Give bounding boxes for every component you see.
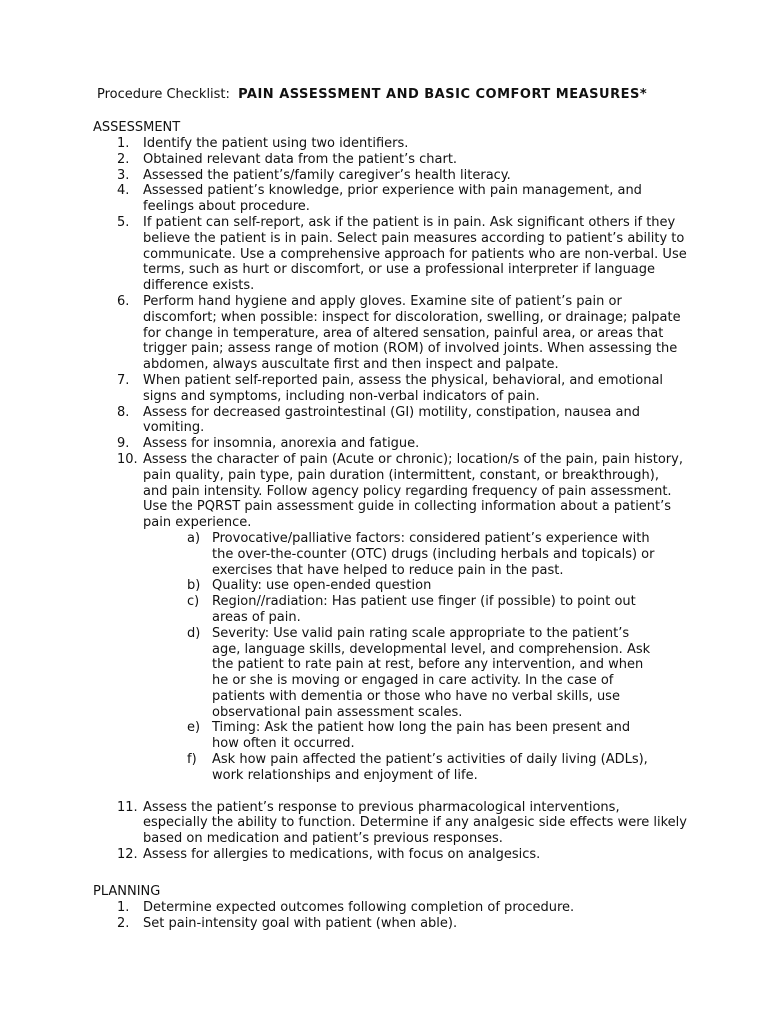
sub-item-text: Quality: use open-ended question	[212, 578, 432, 594]
page-title	[97, 87, 647, 103]
sub-list-item	[187, 752, 657, 784]
spacer	[143, 784, 687, 800]
list-item	[117, 800, 687, 847]
item-number: 5.	[117, 214, 130, 230]
list-item	[117, 183, 687, 215]
sub-list-item	[187, 531, 657, 578]
sub-list-item	[187, 720, 657, 752]
list-item	[117, 900, 687, 916]
sub-item-letter: d)	[187, 625, 201, 641]
sub-item-text: Severity: Use valid pain rating scale appropriate to the patient’s age, language skills, developmental level, and comprehension. Ask the patient to rate pain at rest, before any intervention, and when he or she is moving or engaged in care activity. In the case of patients with dementia or those who have no verbal skills, use observational pain assessment scales.	[212, 625, 651, 720]
item-text: If patient can self-report, ask if the patient is in pain. Ask significant others if they believe the patient is in pain. Select pain measures according to patient’s ability to communicate. Use a comprehensive approach for patients who are non-verbal. Use terms, such as hurt or discomfort, or use a professional interpreter if language difference exists.	[143, 214, 687, 294]
assessment-heading: ASSESSMENT	[93, 120, 181, 135]
item-number: 12.	[117, 847, 138, 863]
list-item	[117, 168, 687, 184]
item-text: Assessed patient’s knowledge, prior experience with pain management, and feelings about procedure.	[143, 183, 642, 215]
item-text: Assessed the patient’s/family caregiver’s health literacy.	[143, 167, 511, 183]
item-text: Assess for insomnia, anorexia and fatigue.	[143, 436, 420, 452]
list-item	[117, 373, 687, 405]
list-item	[117, 916, 687, 932]
sub-item-letter: a)	[187, 530, 201, 546]
list-item	[117, 294, 687, 373]
sub-item-text: Region//radiation: Has patient use finger (if possible) to point out areas of pain.	[212, 594, 636, 625]
item-text: Assess the patient’s response to previous pharmacological interventions, especially the ability to function. Determine if any analgesic side effects were likely based on medication and patient’s previous responses.	[143, 799, 687, 847]
item-number: 10.	[117, 451, 138, 467]
sub-list-item	[187, 594, 657, 626]
item-text: Set pain-intensity goal with patient (when able).	[143, 915, 458, 931]
list-item	[117, 136, 687, 152]
item-text: Identify the patient using two identifiers.	[143, 136, 409, 151]
item-number: 3.	[117, 167, 130, 183]
list-item	[117, 152, 687, 168]
item-text: Assess for decreased gastrointestinal (GI) motility, constipation, nausea and vomiting.	[143, 404, 640, 436]
item-text: Perform hand hygiene and apply gloves. Examine site of patient’s pain or discomfort; when possible: inspect for discoloration, swelling, or drainage; palpate for change in temperature, area of altered sensation, painful area, or areas that trigger pain; assess range of motion (ROM) of involved joints. When assessing the abdomen, always auscultate first and then inspect and palpate.	[143, 293, 681, 373]
planning-heading: PLANNING	[93, 884, 161, 899]
list-item	[117, 436, 687, 452]
item-text: When patient self-reported pain, assess the physical, behavioral, and emotional signs and symptoms, including non-verbal indicators of pain.	[143, 372, 664, 404]
item-number: 7.	[117, 372, 130, 388]
assessment-list	[117, 136, 687, 863]
list-item	[117, 452, 687, 800]
sub-item-text: Timing: Ask the patient how long the pain has been present and how often it occurred.	[212, 720, 631, 752]
title-main: PAIN ASSESSMENT AND BASIC COMFORT MEASURES*	[238, 87, 648, 102]
sub-item-text: Provocative/palliative factors: considered patient’s experience with the over-the-counter (OTC) drugs (including herbals and topicals) or exercises that have helped to reduce pain in the past.	[212, 530, 655, 578]
pqrst-sublist	[187, 531, 657, 784]
list-item	[117, 215, 687, 294]
sub-item-text: Ask how pain affected the patient’s activities of daily living (ADLs), work relationships and enjoyment of life.	[212, 752, 648, 783]
planning-list	[117, 900, 687, 932]
sub-item-letter: b)	[187, 578, 201, 594]
item-number: 9.	[117, 436, 130, 452]
item-text: Obtained relevant data from the patient’s chart.	[143, 151, 458, 167]
sub-list-item	[187, 578, 657, 594]
title-prefix: Procedure Checklist:	[97, 87, 230, 102]
item-number: 6.	[117, 293, 130, 309]
sub-item-letter: c)	[187, 594, 200, 610]
item-text: Determine expected outcomes following completion of procedure.	[143, 900, 575, 915]
item-number: 8.	[117, 404, 130, 420]
item-number: 1.	[117, 136, 130, 151]
item-number: 4.	[117, 183, 130, 199]
item-number: 2.	[117, 915, 130, 931]
item-number: 1.	[117, 900, 130, 915]
item-number: 11.	[117, 799, 138, 815]
item-text: Assess the character of pain (Acute or chronic); location/s of the pain, pain history, pain quality, pain type, pain duration (intermittent, constant, or breakthrough), and pain intensity. Follow agency policy regarding frequency of pain assessment. Use the PQRST pain assessment guide in collecting information about a patient’s pain experience.	[143, 451, 683, 531]
sub-item-letter: e)	[187, 720, 201, 736]
item-number: 2.	[117, 151, 130, 167]
list-item	[117, 847, 687, 863]
sub-list-item	[187, 626, 657, 721]
item-text: Assess for allergies to medications, with focus on analgesics.	[143, 847, 541, 863]
list-item	[117, 405, 687, 437]
sub-item-letter: f)	[187, 752, 197, 768]
